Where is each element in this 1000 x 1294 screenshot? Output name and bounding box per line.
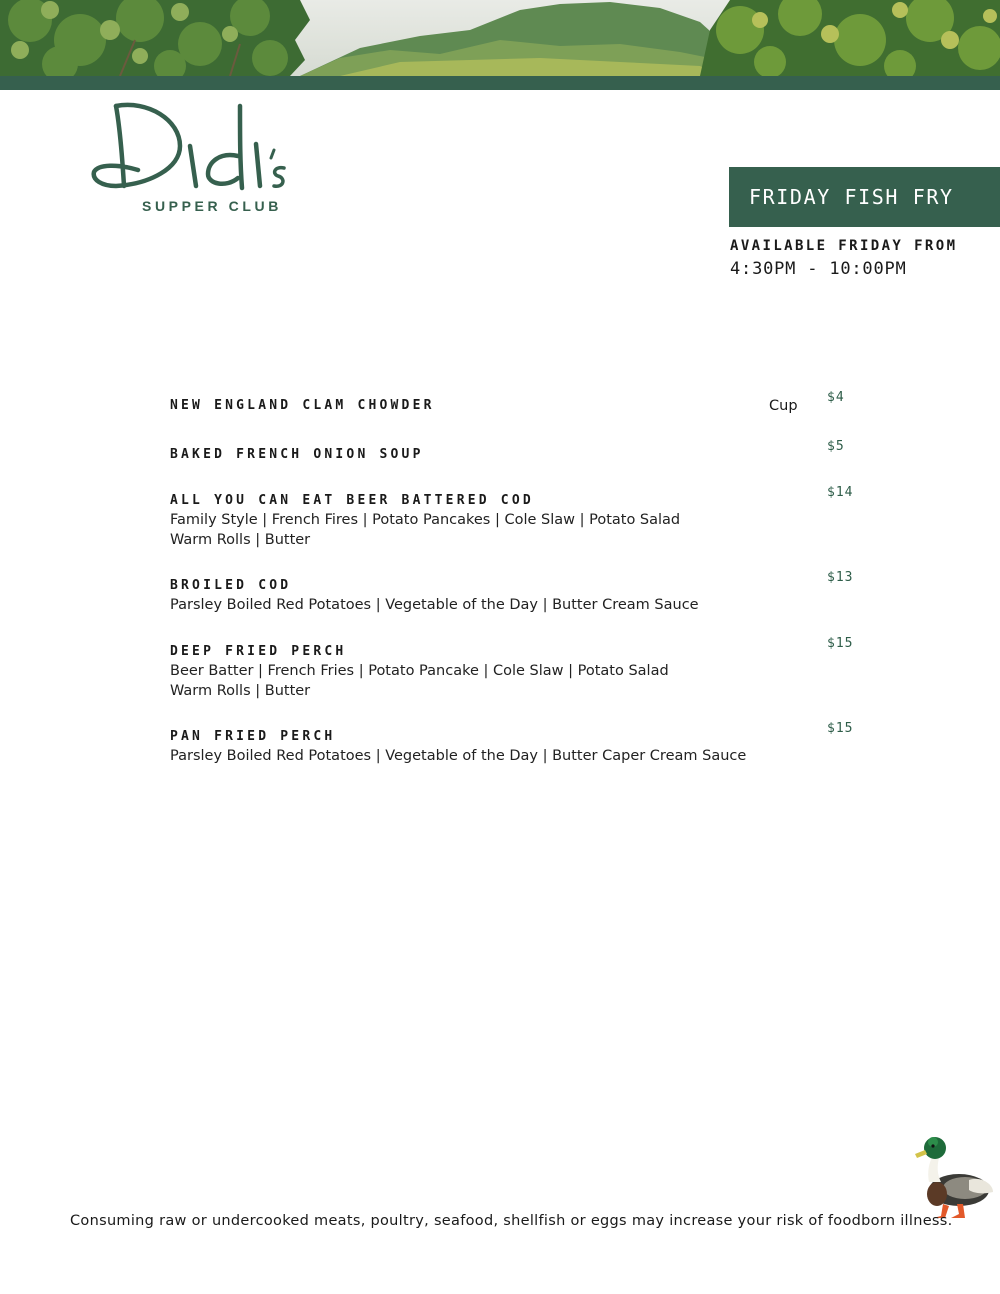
menu-title-box [729,167,1000,227]
menu-item [170,636,870,701]
menu-item-name: BROILED COD [170,578,292,593]
duck-icon [915,1132,995,1220]
landscape-banner-image [0,0,1000,76]
menu-item-description: Beer Batter | French Fries | Potato Pancake | Cole Slaw | Potato Salad [170,663,669,679]
menu-item-name: ALL YOU CAN EAT BEER BATTERED COD [170,493,534,508]
menu-item-price: $15 [827,636,854,651]
header-band [0,76,1000,90]
menu-item-price: $14 [827,485,854,500]
menu-item-price: $15 [827,721,854,736]
logo-subtitle: SUPPER CLUB [142,198,282,214]
menu-item-name: BAKED FRENCH ONION SOUP [170,447,424,462]
menu-item [170,439,870,465]
availability-hours: 4:30PM - 10:00PM [730,259,907,279]
menu-item-name: PAN FRIED PERCH [170,729,336,744]
menu-item-description: Parsley Boiled Red Potatoes | Vegetable of the Day | Butter Caper Cream Sauce [170,748,747,764]
menu-item-price: $5 [827,439,845,454]
menu-item [170,721,870,767]
menu-item-size: Cup [769,398,798,414]
menu-item-price: $4 [827,390,845,405]
menu-item [170,485,870,550]
menu-item-description: Parsley Boiled Red Potatoes | Vegetable of the Day | Butter Cream Sauce [170,597,699,613]
menu-title: FRIDAY FISH FRY [749,185,954,209]
logo [88,98,298,220]
menu-item-name: DEEP FRIED PERCH [170,644,347,659]
menu-item-description: Warm Rolls | Butter [170,531,311,548]
menu-item-price: $13 [827,570,854,585]
menu-item-description: Family Style | French Fires | Potato Pancakes | Cole Slaw | Potato Salad [170,512,681,528]
availability-label: AVAILABLE FRIDAY FROM [730,238,958,254]
menu-item-description: Warm Rolls | Butter [170,682,311,699]
logo-script-image [88,98,298,198]
menu-item [170,570,870,616]
menu-item-name: NEW ENGLAND CLAM CHOWDER [170,398,435,413]
menu-item [170,390,870,416]
food-safety-disclaimer: Consuming raw or undercooked meats, poultry, seafood, shellfish or eggs may increase your risk of foodborn illness. [70,1213,953,1229]
